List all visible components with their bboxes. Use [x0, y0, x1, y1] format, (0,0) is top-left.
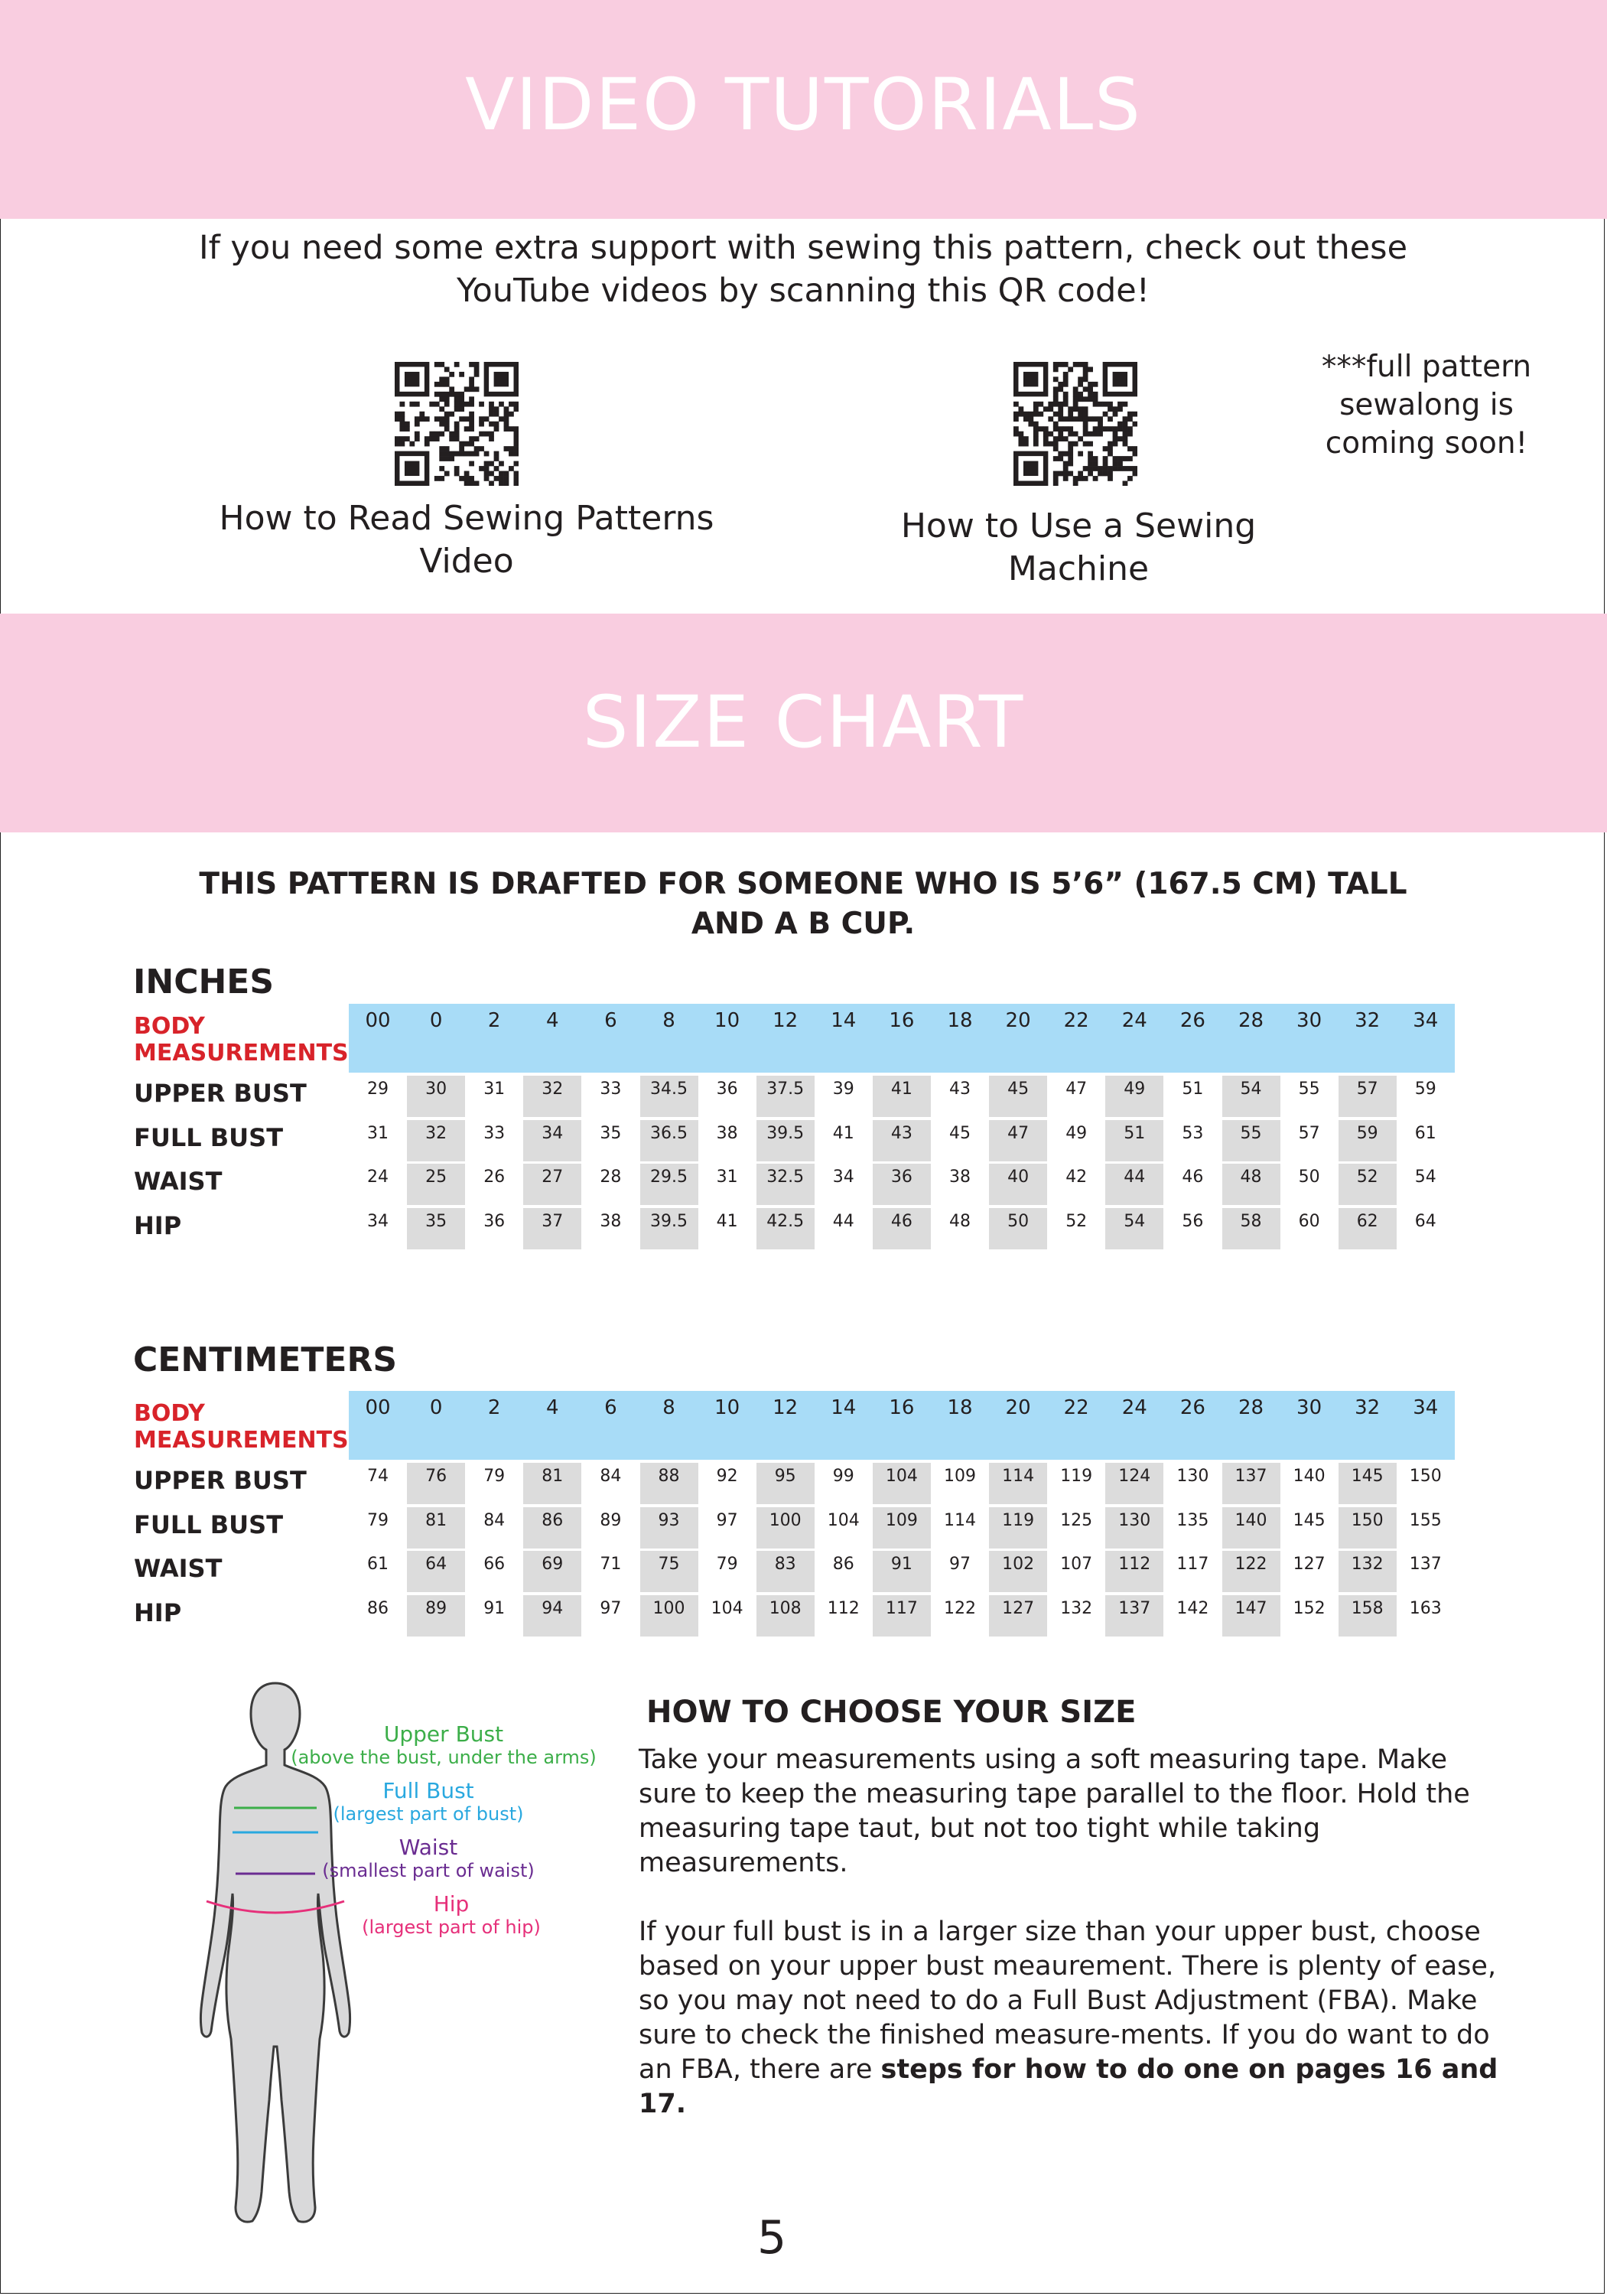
- table-cell: 86: [523, 1507, 581, 1549]
- table-cell: 46: [873, 1208, 931, 1249]
- table-cell: 37.5: [756, 1076, 815, 1117]
- table-cell: 40: [989, 1164, 1047, 1205]
- size-header-cell: 20: [1005, 1009, 1031, 1032]
- drafted-line-1: THIS PATTERN IS DRAFTED FOR SOMEONE WHO IS 5’6” (167.5 CM) TALL: [199, 867, 1407, 901]
- table-cell: 45: [989, 1076, 1047, 1117]
- table-cell: 54: [1414, 1168, 1436, 1187]
- table-cell: 122: [944, 1598, 976, 1618]
- table-cell: 117: [873, 1595, 931, 1637]
- table-cell: 24: [367, 1168, 389, 1187]
- table-cell: 32: [523, 1076, 581, 1117]
- table-cell: 42: [1065, 1168, 1088, 1187]
- table-cell: 84: [600, 1467, 622, 1486]
- table-cell: 150: [1339, 1507, 1397, 1549]
- table-cell: 97: [716, 1510, 738, 1530]
- how-to-para-1: Take your measurements using a soft measuring tape. Make sure to keep the measuring tape parallel to the floor. Hold the measuring tape taut, but not too tight while taking measurements.: [639, 1744, 1470, 1878]
- size-header-cell: 16: [889, 1009, 915, 1032]
- table-cell: 158: [1339, 1595, 1397, 1637]
- qr-code-sewing-machine[interactable]: [1013, 362, 1137, 486]
- drafted-line-2: AND A B CUP.: [691, 907, 916, 941]
- how-to-para-2-bold: steps for how to do one on pages 16 and 17.: [639, 2054, 1498, 2119]
- size-header-cell: 4: [546, 1396, 559, 1419]
- row-label: HIP: [134, 1597, 182, 1627]
- table-cell: 74: [367, 1467, 389, 1486]
- table-cell: 102: [989, 1551, 1047, 1592]
- table-cell: 29.5: [640, 1164, 698, 1205]
- table-cell: 147: [1222, 1595, 1280, 1637]
- table-cell: 97: [949, 1555, 971, 1574]
- table-cell: 33: [600, 1080, 622, 1099]
- table-cell: 34: [832, 1168, 854, 1187]
- table-cell: 86: [367, 1598, 389, 1618]
- table-cell: 32: [407, 1120, 465, 1161]
- table-cell: 130: [1105, 1507, 1163, 1549]
- table-cell: 95: [756, 1463, 815, 1504]
- table-cell: 43: [873, 1120, 931, 1161]
- table-cell: 163: [1409, 1598, 1442, 1618]
- table-cell: 29: [367, 1080, 389, 1099]
- size-header-cell: 12: [773, 1009, 799, 1032]
- table-cell: 51: [1182, 1080, 1204, 1099]
- video-intro-text: If you need some extra support with sewing this pattern, check out these YouTube videos by scanning this QR code!: [198, 229, 1408, 310]
- qr-code-sewing-patterns[interactable]: [395, 362, 519, 486]
- table-cell: 36: [873, 1164, 931, 1205]
- table-cell: 31: [367, 1123, 389, 1143]
- table-cell: 107: [1060, 1555, 1093, 1574]
- table-cell: 132: [1060, 1598, 1093, 1618]
- table-cell: 88: [640, 1463, 698, 1504]
- table-cell: 140: [1222, 1507, 1280, 1549]
- table-cell: 109: [944, 1467, 976, 1486]
- upper-bust-title: Upper Bust: [383, 1721, 504, 1747]
- table-cell: 119: [1060, 1467, 1093, 1486]
- table-cell: 46: [1182, 1168, 1204, 1187]
- table-cell: 55: [1298, 1080, 1320, 1099]
- table-cell: 38: [716, 1123, 738, 1143]
- qr2-label: How to Use a Sewing Machine: [900, 506, 1257, 588]
- size-header-cell: 22: [1063, 1396, 1089, 1419]
- size-header-cell: 2: [487, 1009, 501, 1032]
- size-header-cell: 32: [1355, 1009, 1381, 1032]
- table-cell: 48: [1222, 1164, 1280, 1205]
- table-cell: 109: [873, 1507, 931, 1549]
- page-number: 5: [757, 2211, 787, 2265]
- size-header-cell: 34: [1413, 1396, 1439, 1419]
- table-cell: 104: [827, 1510, 860, 1530]
- row-label: UPPER BUST: [134, 1466, 307, 1495]
- row-label: WAIST: [134, 1554, 223, 1583]
- how-to-para-2-text: If your full bust is in a larger size than your upper bust, choose based on your upper bust meaurement. There is plenty of ease, so you may not need to do a Full Bust Adjustment (FBA). Make sure to check the finished measure-ments. If you do want to do an FBA, there are: [639, 1917, 1497, 2085]
- table-cell: 32.5: [756, 1164, 815, 1205]
- how-to-choose-body: [639, 1743, 1499, 2156]
- table-cell: 25: [407, 1164, 465, 1205]
- row-label: FULL BUST: [134, 1509, 284, 1539]
- table-cell: 44: [832, 1211, 854, 1231]
- size-header-cell: 6: [604, 1009, 617, 1032]
- size-header-cell: 10: [714, 1009, 740, 1032]
- table-cell: 130: [1176, 1467, 1209, 1486]
- size-header-cell: 0: [429, 1396, 443, 1419]
- coming-soon-note: ***full pattern sewalong is coming soon!: [1321, 350, 1532, 461]
- table-cell: 56: [1182, 1211, 1204, 1231]
- waist-label: [317, 1836, 539, 1882]
- table-cell: 62: [1339, 1208, 1397, 1249]
- table-cell: 119: [989, 1507, 1047, 1549]
- table-cell: 76: [407, 1463, 465, 1504]
- row-label: FULL BUST: [134, 1122, 284, 1152]
- table-cell: 91: [483, 1598, 506, 1618]
- size-header-cell: 10: [714, 1396, 740, 1419]
- table-cell: 125: [1060, 1510, 1093, 1530]
- table-cell: 124: [1105, 1463, 1163, 1504]
- table-cell: 49: [1065, 1123, 1088, 1143]
- row-label: HIP: [134, 1210, 182, 1240]
- table-cell: 145: [1339, 1463, 1397, 1504]
- table-cell: 100: [756, 1507, 815, 1549]
- table-cell: 127: [989, 1595, 1047, 1637]
- table-cell: 57: [1339, 1076, 1397, 1117]
- size-header-cell: 26: [1179, 1396, 1205, 1419]
- table-cell: 52: [1339, 1164, 1397, 1205]
- body-measurements-label: BODY MEASUREMENTS: [134, 1013, 349, 1067]
- size-header-cell: 18: [947, 1009, 973, 1032]
- table-cell: 145: [1293, 1510, 1326, 1530]
- table-cell: 41: [832, 1123, 854, 1143]
- table-cell: 59: [1339, 1120, 1397, 1161]
- table-cell: 38: [949, 1168, 971, 1187]
- size-header-cell: 00: [365, 1009, 391, 1032]
- video-tutorials-banner: VIDEO TUTORIALS: [0, 0, 1607, 219]
- size-header-cell: 20: [1005, 1396, 1031, 1419]
- table-cell: 57: [1298, 1123, 1320, 1143]
- table-cell: 47: [989, 1120, 1047, 1161]
- table-cell: 84: [483, 1510, 506, 1530]
- table-cell: 44: [1105, 1164, 1163, 1205]
- how-to-choose-title: HOW TO CHOOSE YOUR SIZE: [646, 1695, 1137, 1730]
- table-cell: 86: [832, 1555, 854, 1574]
- table-cell: 36: [483, 1211, 506, 1231]
- size-header-cell: 6: [604, 1396, 617, 1419]
- table-cell: 83: [756, 1551, 815, 1592]
- table-cell: 30: [407, 1076, 465, 1117]
- table-cell: 43: [949, 1080, 971, 1099]
- table-cell: 81: [523, 1463, 581, 1504]
- table-cell: 28: [600, 1168, 622, 1187]
- table-cell: 61: [1414, 1123, 1436, 1143]
- table-cell: 152: [1293, 1598, 1326, 1618]
- size-header-cell: 24: [1121, 1396, 1147, 1419]
- table-cell: 137: [1222, 1463, 1280, 1504]
- table-cell: 64: [1414, 1211, 1436, 1231]
- full-bust-sub: (largest part of bust): [333, 1803, 524, 1825]
- table-cell: 135: [1176, 1510, 1209, 1530]
- table-cell: 49: [1105, 1076, 1163, 1117]
- table-cell: 48: [949, 1211, 971, 1231]
- table-cell: 89: [600, 1510, 622, 1530]
- size-header-cell: 32: [1355, 1396, 1381, 1419]
- size-header-cell: 14: [831, 1396, 857, 1419]
- table-cell: 108: [756, 1595, 815, 1637]
- qr1-label: How to Read Sewing Patterns Video: [219, 499, 714, 581]
- table-cell: 39: [832, 1080, 854, 1099]
- hip-title: Hip: [433, 1891, 470, 1917]
- table-cell: 61: [367, 1555, 389, 1574]
- table-cell: 41: [716, 1211, 738, 1231]
- size-header-cell: 8: [662, 1009, 675, 1032]
- size-header-cell: 24: [1121, 1009, 1147, 1032]
- size-header-cell: 0: [429, 1009, 443, 1032]
- table-cell: 27: [523, 1164, 581, 1205]
- table-cell: 51: [1105, 1120, 1163, 1161]
- table-cell: 69: [523, 1551, 581, 1592]
- table-cell: 89: [407, 1595, 465, 1637]
- table-cell: 38: [600, 1211, 622, 1231]
- row-label: WAIST: [134, 1167, 223, 1196]
- table-cell: 122: [1222, 1551, 1280, 1592]
- size-header-cell: 12: [773, 1396, 799, 1419]
- size-header-cell: 4: [546, 1009, 559, 1032]
- inches-title: INCHES: [133, 962, 275, 1001]
- table-cell: 79: [367, 1510, 389, 1530]
- table-cell: 132: [1339, 1551, 1397, 1592]
- size-header-cell: 28: [1238, 1009, 1264, 1032]
- size-header-cell: 00: [365, 1396, 391, 1419]
- size-header-cell: 30: [1296, 1009, 1322, 1032]
- table-cell: 26: [483, 1168, 506, 1187]
- table-cell: 41: [873, 1076, 931, 1117]
- table-cell: 50: [1298, 1168, 1320, 1187]
- upper-bust-label: [291, 1723, 597, 1769]
- size-header-cell: 14: [831, 1009, 857, 1032]
- body-measurements-label-cm: BODY MEASUREMENTS: [134, 1400, 349, 1454]
- table-cell: 59: [1414, 1080, 1436, 1099]
- size-header-cell: 34: [1413, 1009, 1439, 1032]
- table-cell: 64: [407, 1551, 465, 1592]
- size-header-cell: 26: [1179, 1009, 1205, 1032]
- table-cell: 117: [1176, 1555, 1209, 1574]
- size-header-cell: 2: [487, 1396, 501, 1419]
- table-cell: 93: [640, 1507, 698, 1549]
- table-cell: 37: [523, 1208, 581, 1249]
- table-cell: 55: [1222, 1120, 1280, 1161]
- table-cell: 42.5: [756, 1208, 815, 1249]
- table-cell: 39.5: [756, 1120, 815, 1161]
- table-cell: 104: [873, 1463, 931, 1504]
- table-cell: 92: [716, 1467, 738, 1486]
- full-bust-title: Full Bust: [382, 1778, 474, 1803]
- full-bust-label: [314, 1780, 543, 1825]
- size-header-cell: 30: [1296, 1396, 1322, 1419]
- table-cell: 112: [827, 1598, 860, 1618]
- table-cell: 31: [483, 1080, 506, 1099]
- table-cell: 100: [640, 1595, 698, 1637]
- table-cell: 36: [716, 1080, 738, 1099]
- drafted-for-note: [191, 865, 1415, 944]
- table-cell: 140: [1293, 1467, 1326, 1486]
- table-cell: 53: [1182, 1123, 1204, 1143]
- table-cell: 54: [1222, 1076, 1280, 1117]
- size-header-cell: 18: [947, 1396, 973, 1419]
- how-to-para-2: [639, 1915, 1499, 2122]
- table-cell: 81: [407, 1507, 465, 1549]
- table-cell: 137: [1409, 1555, 1442, 1574]
- table-cell: 79: [483, 1467, 506, 1486]
- upper-bust-sub: (above the bust, under the arms): [291, 1747, 597, 1768]
- table-cell: 34: [523, 1120, 581, 1161]
- table-cell: 79: [716, 1555, 738, 1574]
- table-cell: 54: [1105, 1208, 1163, 1249]
- table-cell: 104: [711, 1598, 743, 1618]
- table-cell: 112: [1105, 1551, 1163, 1592]
- table-cell: 60: [1298, 1211, 1320, 1231]
- table-cell: 150: [1409, 1467, 1442, 1486]
- table-cell: 155: [1409, 1510, 1442, 1530]
- waist-sub: (smallest part of waist): [322, 1860, 535, 1881]
- table-cell: 35: [407, 1208, 465, 1249]
- table-cell: 58: [1222, 1208, 1280, 1249]
- size-header-cell: 28: [1238, 1396, 1264, 1419]
- table-cell: 35: [600, 1123, 622, 1143]
- size-chart-banner: SIZE CHART: [0, 614, 1607, 832]
- table-cell: 91: [873, 1551, 931, 1592]
- table-cell: 71: [600, 1555, 622, 1574]
- table-cell: 33: [483, 1123, 506, 1143]
- table-cell: 142: [1176, 1598, 1209, 1618]
- table-cell: 31: [716, 1168, 738, 1187]
- table-cell: 99: [832, 1467, 854, 1486]
- table-cell: 34: [367, 1211, 389, 1231]
- table-cell: 137: [1105, 1595, 1163, 1637]
- row-label: UPPER BUST: [134, 1079, 307, 1108]
- centimeters-title: CENTIMETERS: [133, 1340, 398, 1379]
- size-header-cell: 16: [889, 1396, 915, 1419]
- table-cell: 47: [1065, 1080, 1088, 1099]
- table-cell: 114: [989, 1463, 1047, 1504]
- hip-label: [344, 1893, 558, 1939]
- table-cell: 97: [600, 1598, 622, 1618]
- table-cell: 127: [1293, 1555, 1326, 1574]
- table-cell: 52: [1065, 1211, 1088, 1231]
- table-cell: 39.5: [640, 1208, 698, 1249]
- table-cell: 34.5: [640, 1076, 698, 1117]
- hip-sub: (largest part of hip): [362, 1917, 541, 1938]
- size-header-cell: 22: [1063, 1009, 1089, 1032]
- waist-title: Waist: [398, 1835, 458, 1860]
- table-cell: 50: [989, 1208, 1047, 1249]
- table-cell: 75: [640, 1551, 698, 1592]
- table-cell: 114: [944, 1510, 976, 1530]
- size-header-cell: 8: [662, 1396, 675, 1419]
- table-cell: 94: [523, 1595, 581, 1637]
- table-cell: 36.5: [640, 1120, 698, 1161]
- table-cell: 45: [949, 1123, 971, 1143]
- table-cell: 66: [483, 1555, 506, 1574]
